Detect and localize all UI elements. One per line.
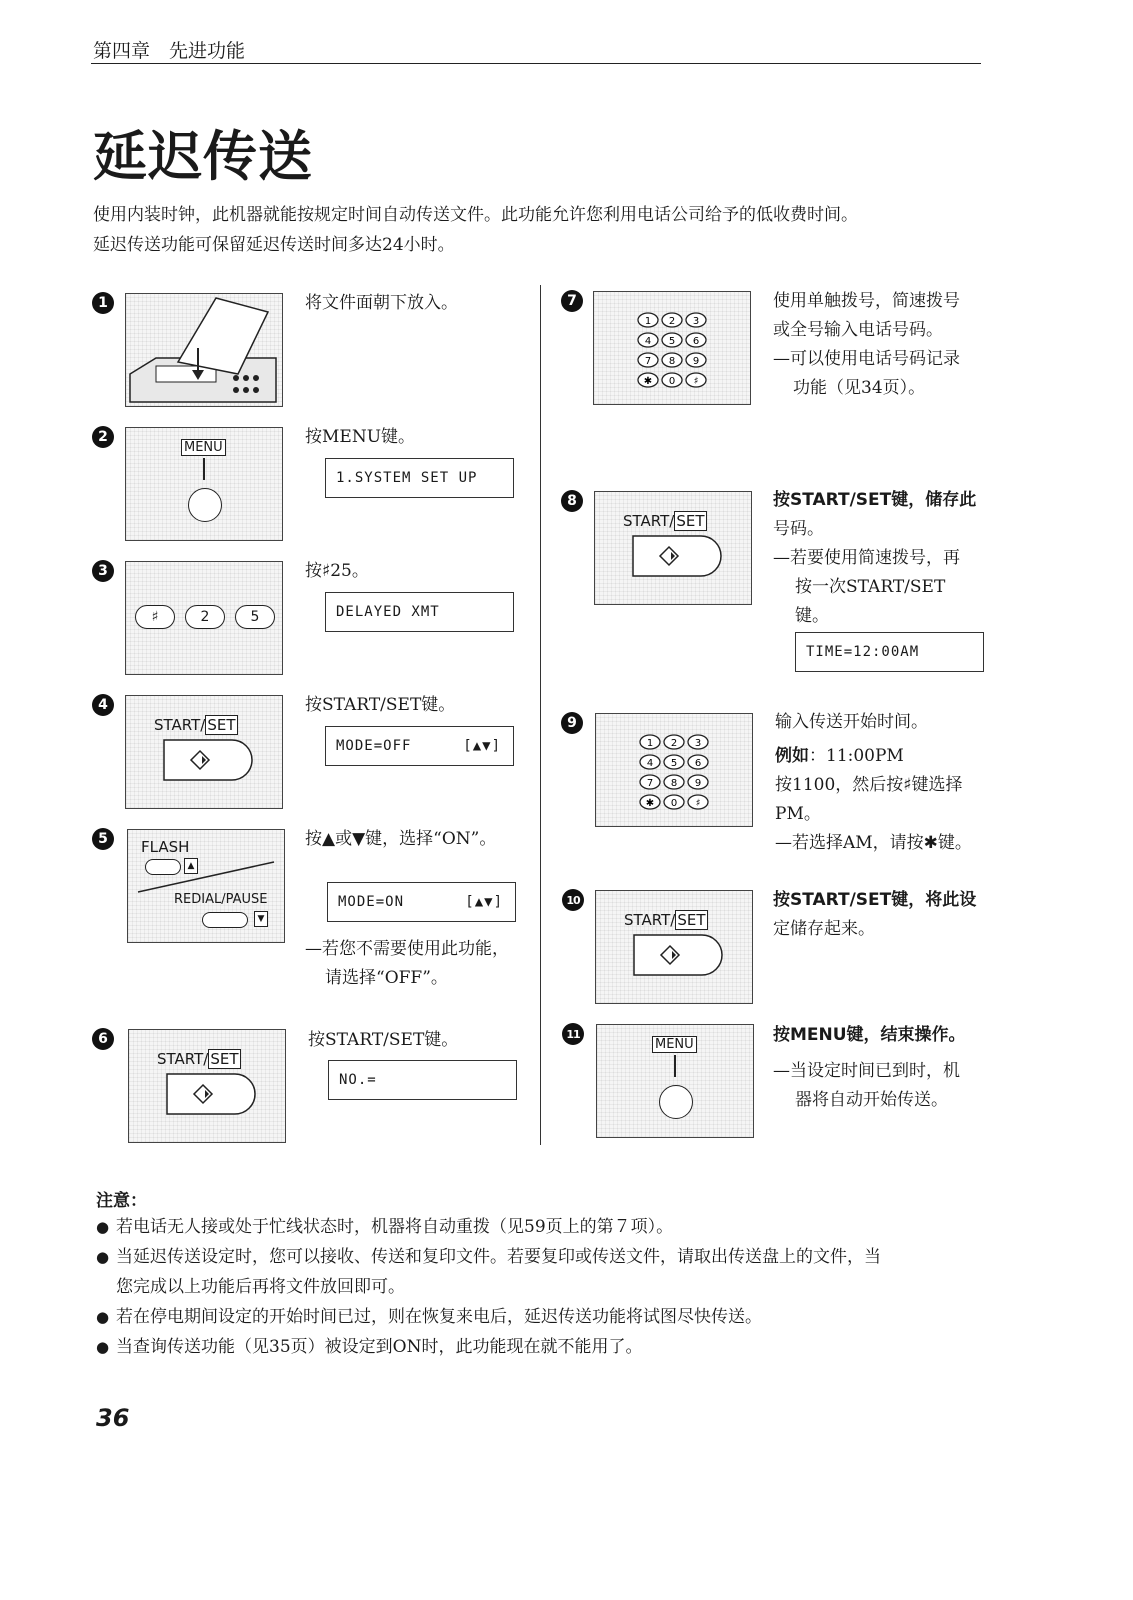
menu-key-stem [674,1055,676,1077]
menu-key-label: MENU [181,439,226,456]
keypad-key-label: 0 [668,376,676,387]
keypad-key-label: 3 [694,738,702,749]
fax-machine-icon [126,294,282,406]
keypad-key-label: 2 [668,316,676,327]
start-set-key-illustration [128,1029,286,1143]
keypad-illustration [593,291,751,405]
set-label: SET [677,911,706,929]
start-set-key-illustration [125,695,283,809]
step-9-example [775,742,904,771]
step-1-text: 将文件面朝下放入。 [305,293,458,313]
keypad-illustration [595,713,753,827]
step-10-line-1-text: 按START/SET键，将此设 [773,890,977,910]
keypad-key-label: 5 [670,758,678,769]
keypad-key-label: 3 [692,316,700,327]
keypad-key-label: 9 [694,778,702,789]
step-number-5: 5 [92,828,114,850]
lcd-mode-off [325,726,514,766]
set-label: SET [210,1050,239,1068]
keypad-key-label: 8 [670,778,678,789]
keypad-key-label: 8 [668,356,676,367]
step-number-10: 10 [562,889,584,911]
start-key-icon [165,1072,257,1116]
note-item-continuation: 您完成以上功能后再将文件放回即可。 [116,1277,405,1297]
menu-key-illustration [596,1024,754,1138]
start-label: START/ [157,1050,209,1068]
keypad-key-label: ♯ [693,376,699,387]
lcd-text: DELAYED XMT [336,604,440,620]
start-key-icon [631,534,723,578]
intro-paragraph [93,200,993,260]
step-11-line-1 [773,1021,966,1050]
step-7-line-4: 功能（见34页）。 [793,378,926,398]
step-number-3: 3 [92,560,114,582]
keypad-icon [638,732,710,814]
step-2-text: 按MENU键。 [305,427,416,447]
lcd-delayed-xmt [325,592,514,632]
step-10-line-1 [773,886,976,915]
key-5-icon: 5 [235,605,275,629]
step-number-4: 4 [92,694,114,716]
step-5-text: 按▲或▼键，选择“ON”。 [305,829,497,849]
note-item [96,1242,996,1302]
note-item: ● 若在停电期间设定的开始时间已过，则在恢复来电后，延迟传送功能将试图尽快传送。 [96,1302,996,1332]
keypad-key-label: 5 [668,336,676,347]
start-label: START/ [154,716,206,734]
start-set-key-illustration [595,890,753,1004]
lcd-system-setup [325,458,514,498]
start-set-label [624,911,708,929]
keypad-key-label: ✱ [643,376,653,387]
start-label: START/ [624,911,676,929]
example-label: 例如 [775,746,809,766]
start-set-label [154,716,238,734]
keypad-key-label: 0 [670,798,678,809]
keypad-key-label: 7 [644,356,652,367]
step-number-11: 11 [562,1023,584,1045]
set-label: SET [207,716,236,734]
step-4-text: 按START/SET键。 [305,695,456,715]
start-set-key-illustration [594,491,752,605]
step-5-note-1: —若您不需要使用此功能， [305,939,509,959]
keypad-key-label: 2 [670,738,678,749]
chapter-header: 第四章 先进功能 [93,40,246,62]
keypad-key-label: 1 [644,316,652,327]
flash-label: FLASH [141,838,190,856]
keypad-key-label: 4 [646,758,654,769]
start-set-label [157,1050,241,1068]
example-value: ：11:00PM [809,746,904,766]
keypad-key-label: 1 [646,738,654,749]
up-arrow-icon: ▲ [184,858,198,874]
step-7-line-3: —可以使用电话号码记录 [773,349,960,369]
lcd-text: MODE=OFF [336,738,412,754]
step-8-line-5: 键。 [795,606,829,626]
step-number-8: 8 [561,490,583,512]
lcd-text: TIME=12:00AM [806,644,920,660]
step-9-line-5: —若选择AM，请按✱键。 [775,833,972,853]
divider-slash [136,860,276,894]
keypad-key-label: 6 [692,336,700,347]
lcd-arrows: [▲▼] [463,738,501,754]
step-6-text: 按START/SET键。 [308,1030,459,1050]
start-set-label [623,512,707,530]
step-8-line-1-text: 按START/SET键，储存此 [773,490,977,510]
header-rule [91,63,981,64]
step-7-line-2: 或全号输入电话号码。 [773,320,943,340]
keypad-key-label: 9 [692,356,700,367]
step-number-9: 9 [561,712,583,734]
page-title: 延迟传送 [93,125,313,188]
menu-key-icon [659,1085,693,1119]
document-feed-illustration [125,293,283,407]
start-label: START/ [623,512,675,530]
step-5-note-2: 请选择“OFF”。 [325,968,448,988]
lcd-text: 1.SYSTEM SET UP [336,470,478,486]
menu-key-stem [203,458,205,480]
step-number-2: 2 [92,426,114,448]
step-9-line-4: PM。 [775,804,821,824]
step-8-line-1 [773,486,976,515]
hash-key-icon: ♯ [135,605,175,629]
redial-pause-label: REDIAL/PAUSE [174,892,268,907]
lcd-text: NO.= [339,1072,377,1088]
lcd-text: MODE=ON [338,894,405,910]
keypad-key-label: 7 [646,778,654,789]
set-label: SET [676,512,705,530]
lcd-arrows: [▲▼] [465,894,503,910]
keypad-key-label: ✱ [645,798,655,809]
keypad-key-label: ♯ [695,798,701,809]
step-number-1: 1 [92,292,114,314]
redial-key-icon [202,912,248,928]
menu-key-label: MENU [652,1036,697,1053]
intro-line-2: 延迟传送功能可保留延迟传送时间多达24小时。 [93,235,455,255]
step-11-line-1-text: 按MENU键，结束操作。 [773,1025,966,1045]
keys-25-illustration [125,561,283,675]
step-11-line-2: —当设定时间已到时，机 [773,1061,960,1081]
menu-key-illustration [125,427,283,541]
lcd-time [795,632,984,672]
step-8-line-4: 按一次START/SET [795,577,946,597]
flash-redial-illustration [127,829,285,943]
page-number: 36 [96,1404,130,1432]
lcd-no [328,1060,517,1100]
lcd-mode-on [327,882,516,922]
step-number-6: 6 [92,1028,114,1050]
step-9-line-3: 按1100，然后按♯键选择 [775,775,963,795]
keypad-key-label: 4 [644,336,652,347]
start-key-icon [162,738,254,782]
key-2-icon: 2 [185,605,225,629]
step-8-line-3: —若要使用简速拨号，再 [773,548,960,568]
step-8-line-2: 号码。 [773,519,824,539]
step-7-line-1: 使用单触拨号，简速拨号 [773,291,960,311]
step-3-text: 按♯25。 [305,561,369,581]
notes-title: 注意： [96,1191,147,1211]
note-item-text: 当延迟传送设定时，您可以接收、传送和复印文件。若要复印或传送文件，请取出传送盘上的文件，当 [116,1247,881,1267]
notes-list [96,1212,996,1362]
menu-key-icon [188,488,222,522]
step-number-7: 7 [561,290,583,312]
column-divider [540,285,541,1145]
intro-line-1: 使用内装时钟，此机器就能按规定时间自动传送文件。此功能允许您利用电话公司给予的低收费时间。 [93,205,858,225]
down-arrow-icon: ▼ [254,911,268,927]
keypad-icon [636,310,708,392]
step-11-line-3: 器将自动开始传送。 [795,1090,948,1110]
keypad-key-label: 6 [694,758,702,769]
step-9-line-1: 输入传送开始时间。 [775,712,928,732]
start-key-icon [632,933,724,977]
step-10-line-2: 定储存起来。 [773,919,875,939]
note-item: ● 若电话无人接或处于忙线状态时，机器将自动重拨（见59页上的第７项）。 [96,1212,996,1242]
note-item: ● 当查询传送功能（见35页）被设定到ON时，此功能现在就不能用了。 [96,1332,996,1362]
